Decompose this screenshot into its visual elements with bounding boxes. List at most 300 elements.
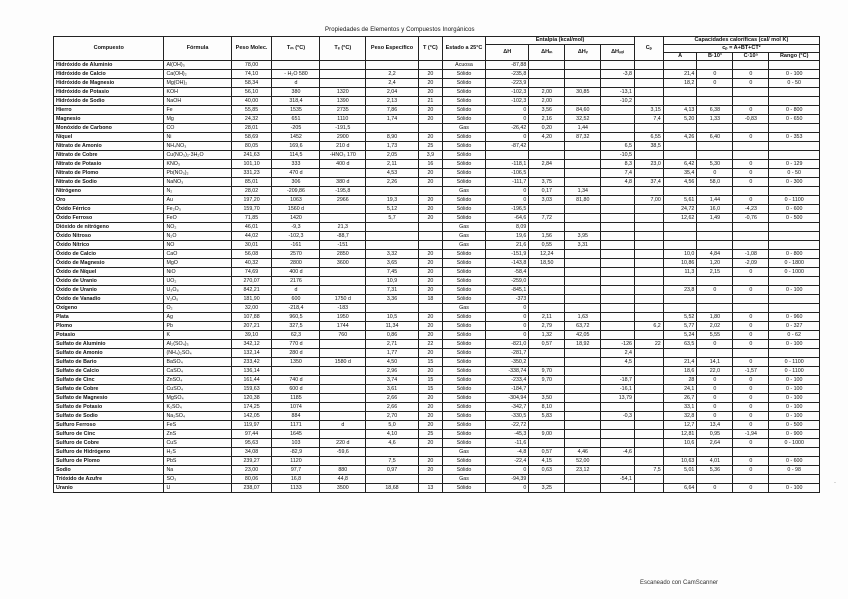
enthalpy-formation: -143,8 [486,259,529,268]
col-tm: Tₘ (°C) [272,37,320,61]
state: Sólido [442,376,485,385]
enthalpy-formation [486,151,529,160]
temperature [418,223,442,232]
table-row [54,151,820,160]
melting-point: 169,6 [272,142,320,151]
specific-gravity [366,241,419,250]
specific-gravity: 1,77 [366,349,419,358]
temperature-range: 0 - 800 [769,106,820,115]
molecular-weight: 136,14 [231,367,272,376]
properties-table [53,36,820,493]
specific-gravity: 11,34 [366,322,419,331]
enthalpy-vaporization [565,214,601,223]
cp-b [697,124,733,133]
table-row [54,268,820,277]
enthalpy-formation: -102,3 [486,97,529,106]
cp-value [634,205,663,214]
melting-point: 114,5 [272,151,320,160]
enthalpy-fusion: 4,15 [529,457,565,466]
enthalpy-formation: -304,94 [486,394,529,403]
compound-name: Plata [54,313,164,322]
temperature: 20 [418,133,442,142]
table-row [54,133,820,142]
enthalpy-formation: 21,6 [486,241,529,250]
cp-a [663,241,697,250]
temperature [418,124,442,133]
molecular-weight: 119,97 [231,421,272,430]
col-b: B·10³ [697,53,733,61]
state: Sólido [442,313,485,322]
molecular-weight: 181,90 [231,295,272,304]
enthalpy-vaporization [565,70,601,79]
col-compuesto: Compuesto [54,37,164,61]
formula: H₂S [164,448,231,457]
cp-b [697,295,733,304]
melting-point: - H₂O 580 [272,70,320,79]
molecular-weight: 39,10 [231,331,272,340]
boiling-point: 21,3 [320,223,366,232]
cp-b: 1,44 [697,196,733,205]
temperature: 25 [418,430,442,439]
formula: CuS [164,439,231,448]
boiling-point [320,457,366,466]
compound-name: Oro [54,196,164,205]
enthalpy-fusion [529,169,565,178]
cp-c: 0 [733,79,769,88]
table-body [54,61,820,493]
enthalpy-fusion [529,151,565,160]
temperature: 18 [418,295,442,304]
specific-gravity: 2,66 [366,403,419,412]
cp-a [663,448,697,457]
cp-value [634,430,663,439]
molecular-weight: 132,14 [231,349,272,358]
state: Sólido [442,277,485,286]
temperature: 20 [418,394,442,403]
enthalpy-fusion: 4,20 [529,133,565,142]
col-peso: Peso Molec. [231,37,272,61]
enthalpy-solution: -13,1 [601,88,635,97]
cp-a: 5,61 [663,196,697,205]
temperature: 20 [418,331,442,340]
table-row [54,340,820,349]
cp-a: 35,4 [663,169,697,178]
formula: Al(OH)₃ [164,61,231,70]
state: Gas [442,232,485,241]
enthalpy-fusion [529,358,565,367]
enthalpy-vaporization [565,430,601,439]
enthalpy-fusion: 2,16 [529,115,565,124]
temperature-range: 0 - 1000 [769,268,820,277]
enthalpy-formation: -58,4 [486,268,529,277]
cp-b: 0 [697,394,733,403]
melting-point [272,367,320,376]
cp-a [663,151,697,160]
enthalpy-solution [601,205,635,214]
temperature-range [769,223,820,232]
melting-point: 97,7 [272,466,320,475]
cp-value: 37,4 [634,178,663,187]
compound-name: Nitrato de Potasio [54,160,164,169]
enthalpy-solution [601,232,635,241]
temperature [418,61,442,70]
cp-c [733,88,769,97]
cp-value [634,70,663,79]
molecular-weight: 32,00 [231,304,272,313]
state: Sólido [442,484,485,493]
temperature-range: 0 - 100 [769,403,820,412]
temperature [418,448,442,457]
enthalpy-vaporization [565,439,601,448]
cp-c: 0 [733,322,769,331]
specific-gravity: 2,26 [366,178,419,187]
cp-b: 2,15 [697,268,733,277]
enthalpy-vaporization: 3,31 [565,241,601,250]
cp-value [634,349,663,358]
temperature-range [769,241,820,250]
enthalpy-solution [601,304,635,313]
temperature-range: 0 - 100 [769,376,820,385]
molecular-weight: 159,63 [231,385,272,394]
enthalpy-vaporization [565,385,601,394]
formula: PbS [164,457,231,466]
state: Sólido [442,412,485,421]
table-row [54,466,820,475]
boiling-point [320,79,366,88]
temperature: 20 [418,412,442,421]
temperature: 20 [418,88,442,97]
specific-gravity: 10,9 [366,277,419,286]
compound-name: Hidróxido de Magnesio [54,79,164,88]
specific-gravity: 10,5 [366,313,419,322]
enthalpy-formation: 0 [486,322,529,331]
temperature [418,475,442,484]
cp-c [733,277,769,286]
cp-c: -2,09 [733,259,769,268]
melting-point: 770 d [272,340,320,349]
state: Sólido [442,97,485,106]
formula: MgSO₄ [164,394,231,403]
temperature-range: 0 - 100 [769,286,820,295]
molecular-weight: 23,00 [231,466,272,475]
cp-c [733,448,769,457]
temperature: 20 [418,277,442,286]
table-row [54,196,820,205]
melting-point: 1074 [272,403,320,412]
cp-a: 6,64 [663,484,697,493]
temperature-range: 0 - 100 [769,394,820,403]
enthalpy-solution [601,484,635,493]
temperature: 20 [418,322,442,331]
melting-point: 1171 [272,421,320,430]
enthalpy-formation: -373 [486,295,529,304]
cp-a: 12,81 [663,430,697,439]
temperature-range: 0 - 100 [769,340,820,349]
col-cp-group: Capacidades caloríficas (cal/ mol K) [663,37,819,45]
state: Sólido [442,259,485,268]
state: Sólido [442,79,485,88]
state: Sólido [442,88,485,97]
state: Sólido [442,205,485,214]
cp-a: 33,1 [663,403,697,412]
melting-point: -161 [272,241,320,250]
table-row [54,349,820,358]
enthalpy-vaporization [565,178,601,187]
enthalpy-vaporization [565,367,601,376]
formula: NO₂ [164,223,231,232]
table-row [54,475,820,484]
molecular-weight: 40,32 [231,259,272,268]
cp-c [733,223,769,232]
formula: BaSO₄ [164,358,231,367]
enthalpy-vaporization: 52,00 [565,457,601,466]
compound-name: Sulfato de Magnesio [54,394,164,403]
state: Sólido [442,430,485,439]
molecular-weight: 34,08 [231,448,272,457]
cp-a: 10,0 [663,250,697,259]
cp-c: 0 [733,385,769,394]
enthalpy-solution: -0,3 [601,412,635,421]
compound-name: Sulfato de Potasio [54,403,164,412]
enthalpy-solution: 4,8 [601,178,635,187]
temperature: 20 [418,79,442,88]
cp-value [634,214,663,223]
boiling-point: 400 d [320,160,366,169]
cp-value [634,331,663,340]
specific-gravity: 4,53 [366,169,419,178]
temperature: 20 [418,178,442,187]
molecular-weight: 233,42 [231,358,272,367]
cp-b [697,151,733,160]
enthalpy-formation: -26,42 [486,124,529,133]
cp-a [663,475,697,484]
formula: ZnS [164,430,231,439]
col-tb: Tₑ (°C) [320,37,366,61]
temperature-range: 0 - 1100 [769,196,820,205]
cp-a: 4,26 [663,133,697,142]
enthalpy-vaporization [565,484,601,493]
col-dhsol: ΔHₛₒₗ [601,45,635,61]
melting-point: -102,3 [272,232,320,241]
temperature-range: 0 - 129 [769,160,820,169]
enthalpy-fusion [529,70,565,79]
cp-value: 22 [634,340,663,349]
melting-point: 1120 [272,457,320,466]
enthalpy-formation: -281,7 [486,349,529,358]
melting-point: -9,3 [272,223,320,232]
melting-point: 16,8 [272,475,320,484]
melting-point: -209,86 [272,187,320,196]
cp-b [697,241,733,250]
enthalpy-formation: 0 [486,484,529,493]
molecular-weight: 241,63 [231,151,272,160]
specific-gravity [366,232,419,241]
temperature: 20 [418,115,442,124]
formula: Ag [164,313,231,322]
boiling-point: 1750 d [320,295,366,304]
cp-c: 0 [733,457,769,466]
specific-gravity: 1,74 [366,115,419,124]
molecular-weight: 74,69 [231,268,272,277]
cp-c: 0 [733,106,769,115]
specific-gravity: 4,6 [366,439,419,448]
cp-b: 0 [697,412,733,421]
temperature-range [769,295,820,304]
specific-gravity: 3,65 [366,259,419,268]
enthalpy-formation: -235,8 [486,70,529,79]
table-row [54,214,820,223]
scan-speck: · [834,480,836,486]
specific-gravity: 3,32 [366,250,419,259]
enthalpy-solution [601,187,635,196]
enthalpy-fusion [529,277,565,286]
enthalpy-vaporization [565,160,601,169]
boiling-point [320,367,366,376]
temperature: 20 [418,205,442,214]
state: Gas [442,187,485,196]
compound-name: Óxido de Níquel [54,268,164,277]
boiling-point [320,169,366,178]
cp-c [733,124,769,133]
cp-a [663,223,697,232]
compound-name: Magnesio [54,115,164,124]
enthalpy-fusion: 0,63 [529,466,565,475]
temperature: 25 [418,142,442,151]
boiling-point [320,349,366,358]
molecular-weight: 56,08 [231,250,272,259]
specific-gravity [366,124,419,133]
compound-name: Óxido Férrico [54,205,164,214]
compound-name: Hidróxido de Potasio [54,88,164,97]
cp-c: 0 [733,169,769,178]
specific-gravity: 2,96 [366,367,419,376]
temperature: 20 [418,457,442,466]
boiling-point: -195,8 [320,187,366,196]
formula: O₂ [164,304,231,313]
temperature-range: 0 - 100 [769,70,820,79]
compound-name: Sulfato de Bario [54,358,164,367]
cp-value [634,394,663,403]
specific-gravity: 7,86 [366,106,419,115]
temperature: 21 [418,97,442,106]
molecular-weight: 24,32 [231,115,272,124]
boiling-point [320,394,366,403]
enthalpy-vaporization: 1,34 [565,187,601,196]
cp-a: 5,52 [663,313,697,322]
state: Sólido [442,106,485,115]
cp-b: 4,01 [697,457,733,466]
temperature: 20 [418,214,442,223]
formula: K [164,331,231,340]
enthalpy-formation: -11,6 [486,439,529,448]
cp-b: 1,49 [697,214,733,223]
boiling-point: d [320,421,366,430]
state: Sólido [442,115,485,124]
specific-gravity: 18,68 [366,484,419,493]
compound-name: Sulfato de Aluminio [54,340,164,349]
enthalpy-solution: 4,5 [601,358,635,367]
cp-value [634,448,663,457]
state: Sólido [442,268,485,277]
formula: Fe₂O₃ [164,205,231,214]
cp-a: 4,13 [663,106,697,115]
cp-b: 0 [697,484,733,493]
melting-point: 380 [272,88,320,97]
compound-name: Uranio [54,484,164,493]
cp-value: 7,00 [634,196,663,205]
boiling-point [320,430,366,439]
enthalpy-vaporization [565,295,601,304]
enthalpy-solution [601,421,635,430]
cp-value: 6,2 [634,322,663,331]
col-peso-especifico: Peso Específico [366,37,419,61]
enthalpy-formation: 0 [486,313,529,322]
melting-point: 600 [272,295,320,304]
cp-value [634,259,663,268]
cp-c: 0 [733,466,769,475]
enthalpy-vaporization: 1,63 [565,313,601,322]
enthalpy-fusion: 1,56 [529,232,565,241]
cp-a: 63,5 [663,340,697,349]
boiling-point [320,412,366,421]
specific-gravity: 1,73 [366,142,419,151]
enthalpy-fusion: 9,70 [529,367,565,376]
melting-point: -82,9 [272,448,320,457]
cp-b [697,88,733,97]
boiling-point: 2735 [320,106,366,115]
cp-value [634,250,663,259]
table-row [54,322,820,331]
cp-a [663,295,697,304]
boiling-point [320,277,366,286]
cp-c [733,142,769,151]
formula: KOH [164,88,231,97]
cp-value [634,169,663,178]
molecular-weight: 44,02 [231,232,272,241]
temperature: 16 [418,160,442,169]
enthalpy-formation: -330,5 [486,412,529,421]
state: Sólido [442,439,485,448]
cp-value [634,367,663,376]
molecular-weight: 270,07 [231,277,272,286]
enthalpy-formation: -87,42 [486,142,529,151]
table-row [54,376,820,385]
melting-point: 960,5 [272,313,320,322]
molecular-weight: 28,02 [231,187,272,196]
formula: SO₃ [164,475,231,484]
temperature-range: 0 - 650 [769,115,820,124]
enthalpy-formation: -94,39 [486,475,529,484]
cp-b [697,304,733,313]
formula: Pb [164,322,231,331]
temperature: 20 [418,439,442,448]
melting-point: 1350 [272,358,320,367]
cp-a: 28 [663,376,697,385]
compound-name: Nitrato de Cobre [54,151,164,160]
compound-name: Nitrógeno [54,187,164,196]
scanner-watermark: Escaneado con CamScanner [640,580,719,586]
melting-point: 1452 [272,133,320,142]
state: Sólido [442,322,485,331]
cp-b: 16,0 [697,205,733,214]
temperature: 15 [418,358,442,367]
enthalpy-vaporization [565,151,601,160]
table-row [54,160,820,169]
table-row [54,124,820,133]
enthalpy-solution [601,223,635,232]
cp-b [697,475,733,484]
compound-name: Sulfuro de Cinc [54,430,164,439]
